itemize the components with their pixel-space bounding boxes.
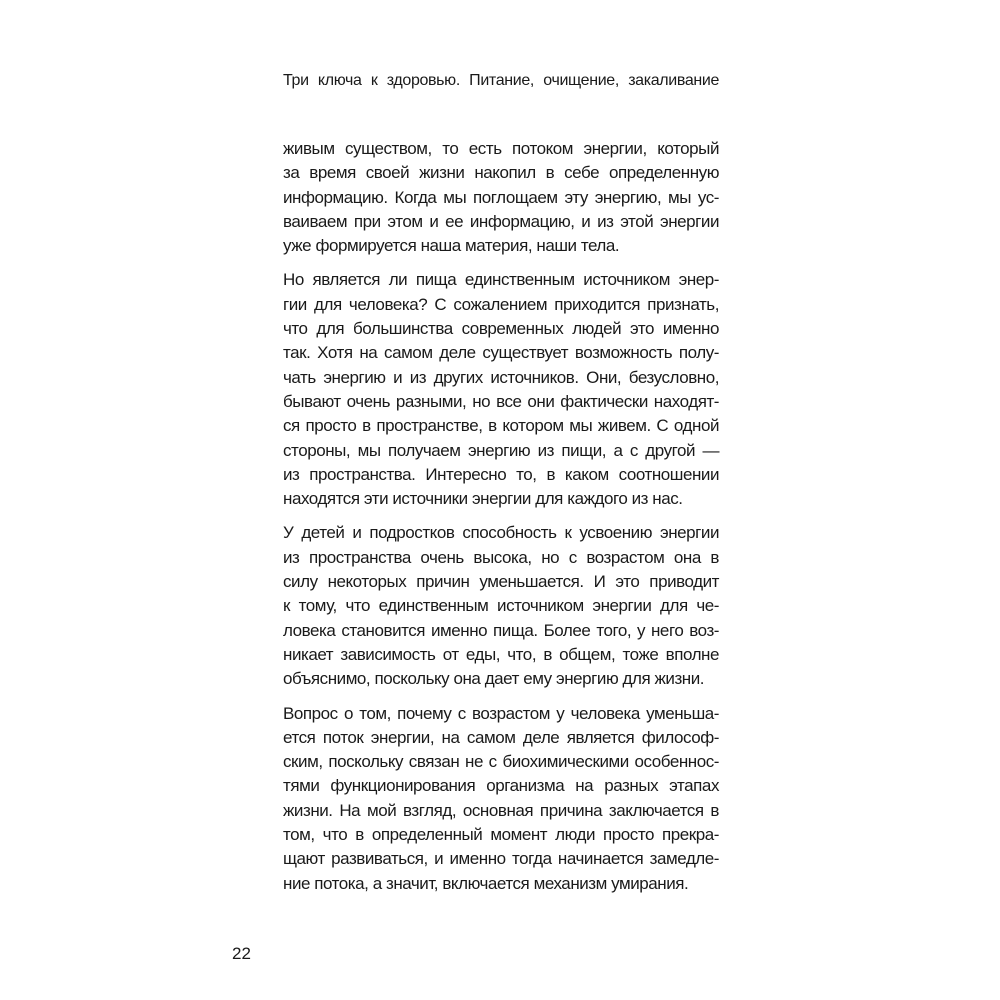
paragraph — [283, 702, 719, 896]
text-line: ваиваем при этом и ее информацию, и из этой энергии — [283, 211, 719, 231]
paragraph — [283, 521, 719, 691]
text-line: Но является ли пища единственным источником энер- — [283, 270, 719, 290]
text-line: к тому, что единственным источником энергии для че- — [283, 596, 719, 616]
paragraph — [283, 137, 719, 258]
running-header: Три ключа к здоровью. Питание, очищение, закаливание — [283, 72, 719, 89]
text-line: из пространства очень высока, но с возрастом она в — [283, 547, 719, 567]
text-line: ние потока, а значит, включается механизм умирания. — [283, 873, 689, 893]
text-line: чать энергию и из других источников. Они, безусловно, — [283, 367, 719, 387]
text-line: тями функционирования организма на разных этапах — [283, 776, 719, 796]
text-line: находятся эти источники энергии для каждого из нас. — [283, 489, 683, 509]
text-line: том, что в определенный момент люди просто прекра- — [283, 825, 719, 845]
text-line: за время своей жизни накопил в себе определенную — [283, 163, 719, 183]
text-line: силу некоторых причин уменьшается. И это приводит — [283, 572, 719, 592]
text-line: объяснимо, поскольку она дает ему энергию для жизни. — [283, 669, 705, 689]
text-line: Вопрос о том, почему с возрастом у человека уменьша- — [283, 703, 719, 723]
page-number: 22 — [232, 944, 251, 963]
text-line: ся просто в пространстве, в котором мы живем. С одной — [283, 416, 719, 436]
text-line: ским, поскольку связан не с биохимическими особеннос- — [283, 752, 719, 772]
text-line: У детей и подростков способность к усвоению энергии — [283, 523, 719, 543]
text-line: из пространства. Интересно то, в каком соотношении — [283, 464, 719, 484]
text-line: живым существом, то есть потоком энергии, который — [283, 139, 719, 158]
text-line: жизни. На мой взгляд, основная причина заключается в — [283, 800, 719, 820]
paragraph — [283, 268, 719, 511]
text-line: ется поток энергии, на самом деле является философ- — [283, 727, 719, 747]
text-line: что для большинства современных людей это именно — [283, 319, 719, 339]
body-text — [283, 137, 719, 906]
text-line: информацию. Когда мы поглощаем эту энергию, мы ус- — [283, 187, 719, 207]
text-line: щают развиваться, и именно тогда начинается замедле- — [283, 849, 719, 869]
text-line: бывают очень разными, но все они фактически находят- — [283, 391, 719, 411]
text-line: никает зависимость от еды, что, в общем, тоже вполне — [283, 644, 719, 664]
text-line: уже формируется наша материя, наши тела. — [283, 236, 620, 256]
text-line: гии для человека? С сожалением приходится признать, — [283, 294, 719, 314]
text-line: стороны, мы получаем энергию из пищи, а с другой — — [283, 440, 719, 460]
text-line: ловека становится именно пища. Более того, у него воз- — [283, 620, 719, 640]
text-line: так. Хотя на самом деле существует возможность полу- — [283, 343, 719, 363]
